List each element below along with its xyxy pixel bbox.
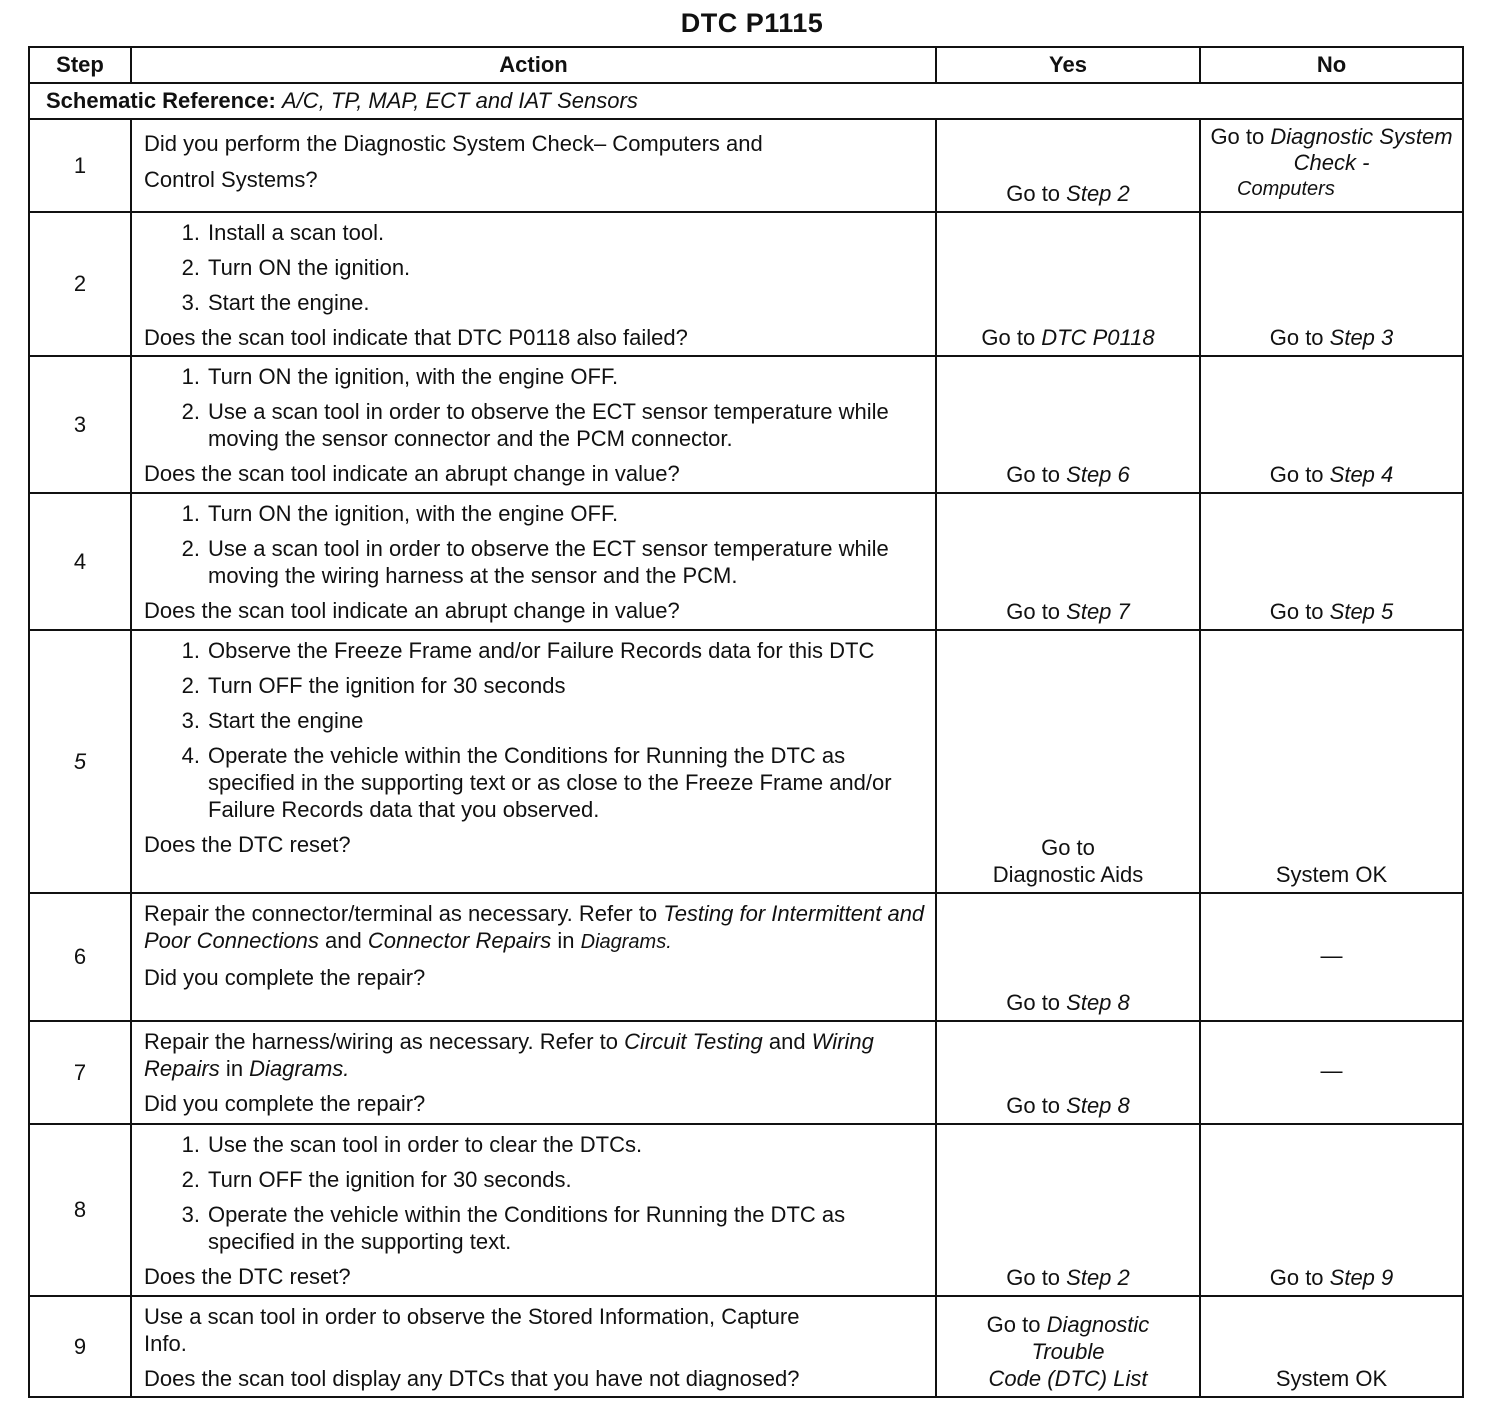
no-cell[interactable] — [1200, 493, 1463, 630]
no-cell[interactable] — [1200, 212, 1463, 356]
yes-link[interactable]: Diagnostic Aids — [992, 862, 1144, 887]
yes-prefix: Go to — [1006, 1093, 1067, 1118]
table-row — [29, 212, 1463, 356]
list-item: 2. Use a scan tool in order to observe the ECT sensor temperature while moving the wiring harness at the sensor and the PCM. — [181, 536, 889, 588]
list-item: 2. Turn OFF the ignition for 30 seconds — [181, 673, 566, 698]
action-cell — [131, 1296, 936, 1397]
schematic-row — [29, 83, 1463, 119]
no-cell: System OK — [1200, 630, 1463, 893]
yes-link[interactable]: Step 8 — [1066, 990, 1130, 1015]
no-link[interactable]: Step 9 — [1329, 1265, 1394, 1290]
yes-cell[interactable] — [936, 119, 1200, 212]
list-item: 2. Turn ON the ignition. — [181, 255, 411, 280]
action-cell — [131, 119, 936, 212]
action-cell — [131, 212, 936, 356]
step-number: 6 — [29, 893, 131, 1021]
yes-link[interactable]: Step 8 — [1066, 1093, 1130, 1118]
no-link[interactable]: Step 4 — [1329, 462, 1394, 487]
no-cell: — — [1200, 893, 1463, 1021]
step-number: 9 — [29, 1296, 131, 1397]
question: Does the DTC reset? — [144, 832, 351, 857]
header-action: Action — [131, 47, 936, 83]
action-cell — [131, 630, 936, 893]
table-row — [29, 1021, 1463, 1124]
yes-link-2[interactable]: Trouble — [1031, 1339, 1105, 1364]
schematic-value: A/C, TP, MAP, ECT and IAT Sensors — [282, 88, 638, 113]
no-cell[interactable] — [1200, 119, 1463, 212]
step-number: 4 — [29, 493, 131, 630]
list-item: 1. Use the scan tool in order to clear the DTCs. — [181, 1132, 643, 1157]
action-text-2: Control Systems? — [144, 167, 318, 192]
step-number: 1 — [29, 119, 131, 212]
list-item: 1. Turn ON the ignition, with the engine OFF. — [181, 501, 619, 526]
no-cell[interactable] — [1200, 356, 1463, 493]
no-link[interactable]: Step 5 — [1329, 599, 1394, 624]
yes-cell[interactable] — [936, 493, 1200, 630]
step-number: 2 — [29, 212, 131, 356]
step-number: 5 — [29, 630, 131, 893]
page-title: DTC P1115 — [680, 8, 824, 38]
yes-prefix: Go to — [1006, 1265, 1067, 1290]
step-number: 8 — [29, 1124, 131, 1296]
question: Does the DTC reset? — [144, 1264, 351, 1289]
no-prefix: Go to — [1269, 325, 1330, 350]
diagnostic-table — [28, 46, 1464, 1398]
yes-prefix: Go to — [1006, 181, 1067, 206]
yes-cell[interactable] — [936, 1124, 1200, 1296]
question: Does the scan tool indicate an abrupt change in value? — [144, 461, 680, 486]
yes-prefix: Go to — [1006, 462, 1067, 487]
no-cell: — — [1200, 1021, 1463, 1124]
no-prefix: Go to — [1210, 124, 1271, 149]
list-item: 3. Start the engine. — [181, 290, 370, 315]
yes-link[interactable]: Step 2 — [1066, 181, 1130, 206]
yes-link-3[interactable]: Code (DTC) List — [988, 1366, 1148, 1391]
question: Does the scan tool indicate an abrupt change in value? — [144, 598, 680, 623]
action-paragraph: Repair the harness/wiring as necessary. Refer to Circuit Testing and Wiring Repairs in Diagrams. — [144, 1029, 874, 1081]
yes-prefix: Go to — [1006, 599, 1067, 624]
schematic-label: Schematic Reference: — [46, 88, 276, 113]
no-link-2[interactable]: Computers — [1237, 178, 1335, 200]
list-item: 1. Turn ON the ignition, with the engine OFF. — [181, 364, 619, 389]
action-paragraph: Repair the connector/terminal as necessary. Refer to Testing for Intermittent and Poor Connections and Connector Repairs in Diagrams. — [144, 901, 925, 953]
yes-prefix: Go to — [986, 1312, 1047, 1337]
question: Did you complete the repair? — [144, 1091, 426, 1116]
table-row — [29, 356, 1463, 493]
yes-line-1: Go to — [1041, 835, 1095, 860]
question: Did you complete the repair? — [144, 965, 426, 990]
schematic-reference — [29, 83, 1463, 119]
table-row — [29, 630, 1463, 893]
table-row — [29, 1124, 1463, 1296]
table-row — [29, 893, 1463, 1021]
yes-link[interactable]: Step 7 — [1066, 599, 1130, 624]
question: Does the scan tool display any DTCs that you have not diagnosed? — [144, 1366, 800, 1391]
list-item: 2. Use a scan tool in order to observe the ECT sensor temperature while moving the sensor connector and the PCM connector. — [181, 399, 889, 451]
table-row — [29, 1296, 1463, 1397]
yes-link[interactable]: Step 2 — [1066, 1265, 1130, 1290]
action-cell — [131, 356, 936, 493]
yes-cell[interactable] — [936, 356, 1200, 493]
no-cell[interactable] — [1200, 1124, 1463, 1296]
action-paragraph: Use a scan tool in order to observe the Stored Information, Capture Info. — [144, 1304, 800, 1356]
no-prefix: Go to — [1269, 462, 1330, 487]
list-item: 1. Install a scan tool. — [181, 220, 385, 245]
header-no: No — [1200, 47, 1463, 83]
header-yes: Yes — [936, 47, 1200, 83]
list-item: 4. Operate the vehicle within the Conditions for Running the DTC as specified in the supporting text or as close to the Freeze Frame and/or Failure Records data that you observed. — [181, 743, 892, 822]
table-row — [29, 493, 1463, 630]
question: Does the scan tool indicate that DTC P0118 also failed? — [144, 325, 688, 350]
action-cell — [131, 1021, 936, 1124]
no-cell: System OK — [1200, 1296, 1463, 1397]
action-cell — [131, 893, 936, 1021]
header-step: Step — [29, 47, 131, 83]
no-prefix: Go to — [1269, 599, 1330, 624]
header-row — [29, 47, 1463, 83]
step-number: 3 — [29, 356, 131, 493]
yes-link[interactable]: DTC P0118 — [1041, 325, 1155, 350]
list-item: 3. Operate the vehicle within the Conditions for Running the DTC as specified in the supporting text. — [181, 1202, 846, 1254]
yes-cell[interactable] — [936, 630, 1200, 893]
list-item: 2. Turn OFF the ignition for 30 seconds. — [181, 1167, 572, 1192]
table-row — [29, 119, 1463, 212]
yes-cell[interactable] — [936, 893, 1200, 1021]
yes-cell[interactable] — [936, 1296, 1200, 1397]
action-cell — [131, 493, 936, 630]
action-text: Did you perform the Diagnostic System Check– Computers and — [144, 131, 763, 156]
no-link[interactable]: Step 3 — [1329, 325, 1394, 350]
yes-link[interactable]: Diagnostic — [1046, 1312, 1150, 1337]
action-cell — [131, 1124, 936, 1296]
yes-prefix: Go to — [1006, 990, 1067, 1015]
list-item: 3. Start the engine — [181, 708, 364, 733]
yes-cell[interactable] — [936, 1021, 1200, 1124]
yes-link[interactable]: Step 6 — [1066, 462, 1130, 487]
no-prefix: Go to — [1269, 1265, 1330, 1290]
step-number: 7 — [29, 1021, 131, 1124]
yes-cell[interactable] — [936, 212, 1200, 356]
list-item: 1. Observe the Freeze Frame and/or Failure Records data for this DTC — [181, 638, 875, 663]
yes-prefix: Go to — [981, 325, 1042, 350]
no-link[interactable]: Diagnostic System Check - — [1270, 124, 1453, 175]
